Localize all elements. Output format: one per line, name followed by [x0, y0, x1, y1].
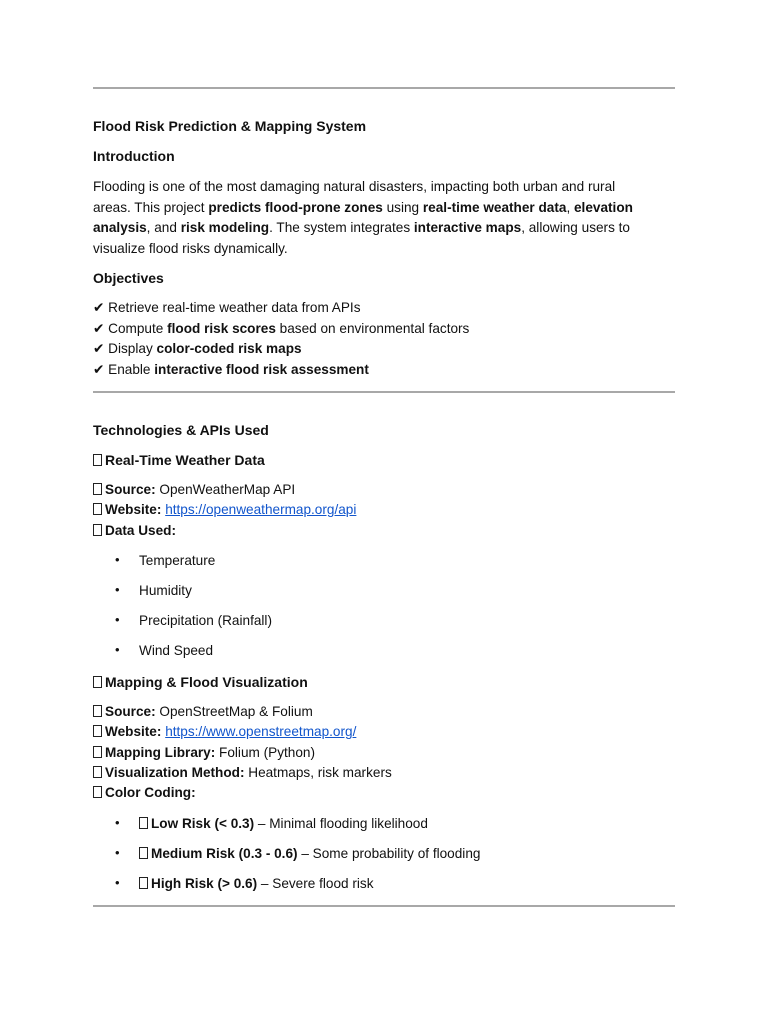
objective-item: [93, 319, 469, 339]
color-coding-label: Color Coding:: [105, 785, 196, 800]
website-label: Website:: [105, 724, 162, 739]
objective-item: [93, 298, 361, 318]
source-value: OpenStreetMap & Folium: [155, 704, 313, 719]
missing-glyph-icon: [93, 786, 102, 798]
check-icon: ✔: [93, 341, 105, 356]
list-item: Wind Speed: [139, 643, 214, 658]
missing-glyph-icon: [93, 705, 102, 717]
risk-level-item: [139, 874, 374, 894]
intro-bold: elevation analysis: [93, 199, 633, 235]
intro-bold: interactive maps: [413, 220, 522, 235]
openstreetmap-link[interactable]: https://www.openstreetmap.org/: [165, 724, 357, 739]
weather-website-line: [93, 500, 356, 520]
missing-glyph-icon: [93, 483, 102, 495]
mapping-subheading: [93, 672, 308, 692]
bullet: •: [115, 815, 120, 830]
objective-text: Enable: [104, 362, 155, 377]
check-icon: ✔: [93, 321, 105, 336]
objective-text: Display: [104, 341, 157, 356]
missing-glyph-icon: [139, 817, 148, 829]
objective-item: [93, 360, 369, 380]
data-used-label: Data Used:: [105, 523, 177, 538]
bullet: •: [115, 642, 120, 657]
library-label: Mapping Library:: [105, 745, 216, 760]
intro-bold: risk modeling: [180, 220, 270, 235]
objective-item: [93, 339, 302, 359]
bullet: •: [115, 552, 120, 567]
technologies-heading: Technologies & APIs Used: [93, 422, 269, 438]
check-icon: ✔: [93, 362, 105, 377]
missing-glyph-icon: [93, 676, 102, 688]
introduction-paragraph: [93, 177, 653, 259]
risk-level-item: [139, 844, 480, 864]
missing-glyph-icon: [93, 766, 102, 778]
source-label: Source:: [105, 482, 156, 497]
risk-description: – Severe flood risk: [257, 876, 374, 891]
intro-text: ,: [566, 199, 574, 215]
openweathermap-link[interactable]: https://openweathermap.org/api: [165, 502, 357, 517]
objective-text: based on environmental factors: [275, 321, 470, 336]
horizontal-rule: [93, 87, 675, 89]
weather-source-line: [93, 480, 295, 500]
horizontal-rule: [93, 391, 675, 393]
objectives-heading: Objectives: [93, 270, 164, 286]
missing-glyph-icon: [139, 847, 148, 859]
check-icon: ✔: [93, 300, 105, 315]
bullet: •: [115, 582, 120, 597]
missing-glyph-icon: [93, 454, 102, 466]
intro-text: , and: [146, 220, 181, 235]
risk-label: Medium Risk (0.3 - 0.6): [151, 846, 298, 861]
intro-text: Flooding is one of the most damaging natural disasters, impacting both urban and rural areas. This project: [93, 179, 616, 215]
objective-bold: color-coded risk maps: [156, 341, 302, 356]
bullet: •: [115, 612, 120, 627]
library-value: Folium (Python): [215, 745, 315, 760]
introduction-heading: Introduction: [93, 148, 175, 164]
risk-description: – Minimal flooding likelihood: [254, 816, 428, 831]
list-item: Temperature: [139, 553, 216, 568]
objective-bold: interactive flood risk assessment: [154, 362, 369, 377]
weather-heading-text: Real-Time Weather Data: [105, 452, 265, 468]
mapping-method-line: [93, 763, 392, 783]
objective-text: Compute: [104, 321, 168, 336]
weather-data-used-line: [93, 521, 176, 541]
intro-text: . The system integrates: [269, 220, 414, 235]
list-item: Humidity: [139, 583, 192, 598]
missing-glyph-icon: [93, 503, 102, 515]
risk-label: Low Risk (< 0.3): [151, 816, 255, 831]
weather-subheading: [93, 450, 265, 470]
mapping-website-line: [93, 722, 356, 742]
mapping-library-line: [93, 743, 315, 763]
source-value: OpenWeatherMap API: [155, 482, 296, 497]
risk-description: – Some probability of flooding: [297, 846, 481, 861]
objective-bold: flood risk scores: [167, 321, 276, 336]
missing-glyph-icon: [93, 524, 102, 536]
intro-bold: predicts flood-prone zones: [208, 199, 383, 215]
source-label: Source:: [105, 704, 156, 719]
missing-glyph-icon: [93, 725, 102, 737]
intro-text: , allowing users to visualize flood risks dynamically.: [93, 220, 630, 256]
objective-text: Retrieve real-time weather data from APIs: [104, 300, 361, 315]
mapping-heading-text: Mapping & Flood Visualization: [105, 674, 308, 690]
list-item: Precipitation (Rainfall): [139, 613, 272, 628]
mapping-color-coding-line: [93, 783, 196, 803]
bullet: •: [115, 875, 120, 890]
document-title: Flood Risk Prediction & Mapping System: [93, 118, 367, 134]
missing-glyph-icon: [93, 746, 102, 758]
risk-label: High Risk (> 0.6): [151, 876, 258, 891]
intro-bold: real-time weather data: [422, 199, 567, 215]
missing-glyph-icon: [139, 877, 148, 889]
method-value: Heatmaps, risk markers: [244, 765, 392, 780]
intro-text: using: [382, 199, 423, 215]
risk-level-item: [139, 814, 428, 834]
bullet: •: [115, 845, 120, 860]
website-label: Website:: [105, 502, 162, 517]
mapping-source-line: [93, 702, 313, 722]
method-label: Visualization Method:: [105, 765, 245, 780]
horizontal-rule: [93, 905, 675, 907]
